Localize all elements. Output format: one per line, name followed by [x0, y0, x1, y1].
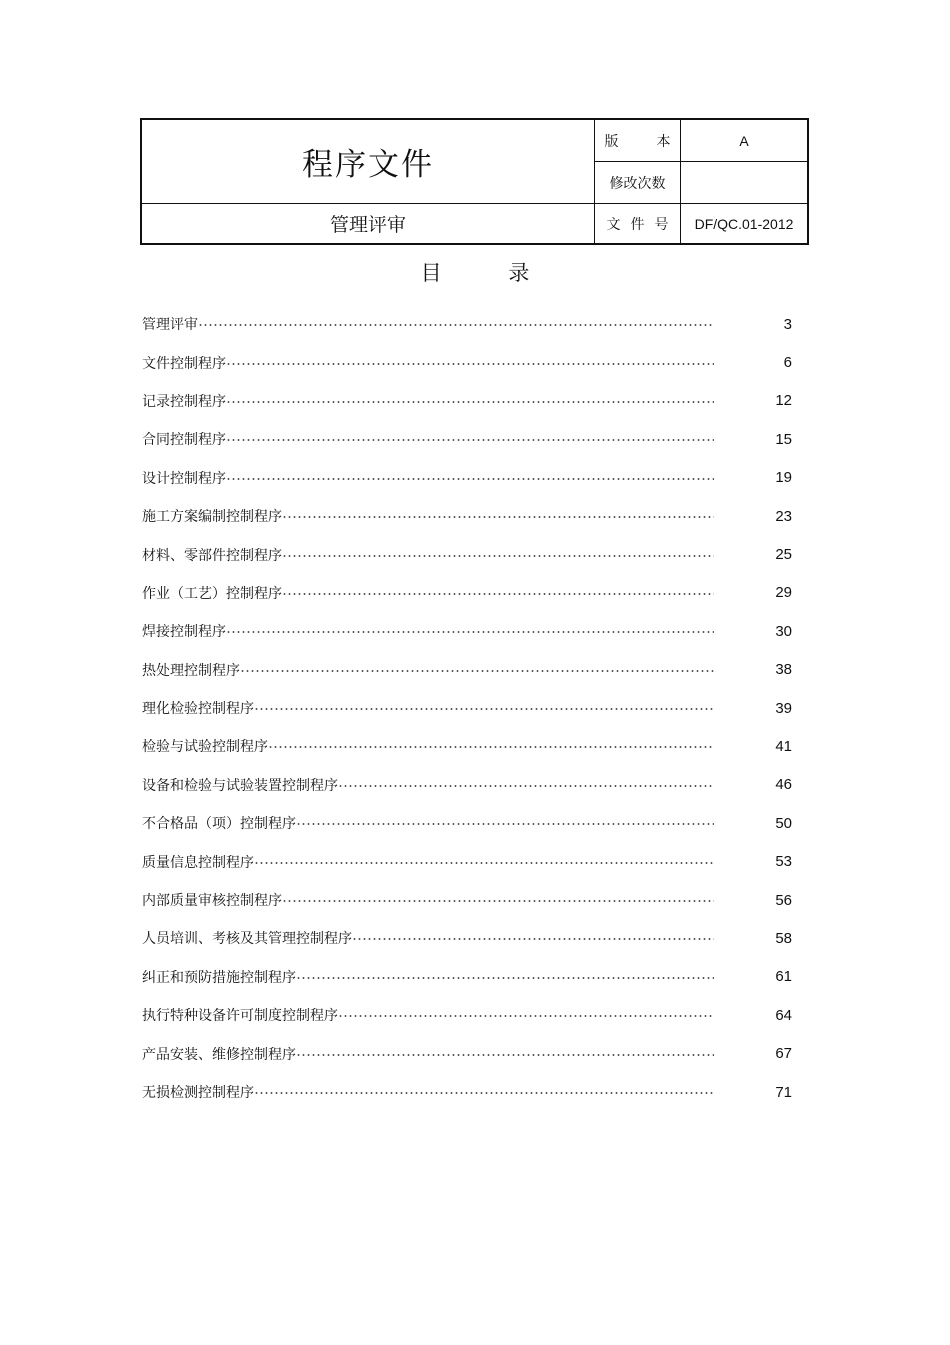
- docno-label-char: 件: [630, 216, 645, 233]
- docno-label-char: 号: [654, 216, 669, 233]
- toc-item-page-number: 50: [775, 814, 792, 832]
- toc-leader-dots: [296, 1054, 714, 1056]
- toc-item-label: 无损检测控制程序: [142, 1085, 254, 1101]
- toc-item-page-number: 19: [775, 469, 792, 487]
- toc-item-page-number: 71: [775, 1083, 792, 1101]
- toc-item-label: 记录控制程序: [142, 393, 226, 410]
- toc-leader-dots: [226, 439, 714, 441]
- toc-leader-dots: [254, 708, 714, 710]
- toc-item[interactable]: [142, 804, 802, 842]
- toc-leader-dots: [254, 862, 714, 864]
- toc-item-page-number: 25: [775, 546, 792, 564]
- toc-item[interactable]: [142, 881, 802, 919]
- toc-item[interactable]: [142, 689, 802, 727]
- toc-item-page-number: 23: [775, 507, 792, 525]
- toc-item[interactable]: [142, 574, 802, 612]
- toc-item-label: 设备和检验与试验装置控制程序: [142, 777, 338, 794]
- toc-item[interactable]: [142, 651, 802, 689]
- toc-leader-dots: [338, 785, 714, 787]
- toc-item-label: 人员培训、考核及其管理控制程序: [142, 931, 352, 948]
- toc-leader-dots: [296, 977, 714, 979]
- toc-item-page-number: 56: [775, 891, 792, 909]
- toc-item-label: 检验与试验控制程序: [142, 739, 268, 756]
- toc-item[interactable]: [142, 958, 802, 996]
- toc-leader-dots: [282, 555, 714, 557]
- toc-title: 目 录: [420, 261, 560, 285]
- toc-item-page-number: 39: [775, 699, 792, 717]
- toc-item-label: 文件控制程序: [142, 355, 226, 372]
- toc-item[interactable]: [142, 1073, 802, 1111]
- toc-item-page-number: 58: [775, 929, 792, 947]
- toc-leader-dots: [268, 746, 714, 748]
- toc-item-page-number: 12: [775, 392, 792, 410]
- toc-item[interactable]: [142, 612, 802, 650]
- document-number-label: [595, 204, 681, 243]
- toc-item-label: 焊接控制程序: [142, 624, 226, 641]
- document-header-table: [140, 118, 809, 245]
- toc-item-page-number: 41: [775, 737, 792, 755]
- revision-label: 修改次数: [595, 162, 681, 204]
- toc-leader-dots: [226, 401, 714, 403]
- version-label: [595, 120, 681, 162]
- toc-leader-dots: [296, 823, 714, 825]
- revision-value: [681, 162, 807, 204]
- toc-item[interactable]: [142, 420, 802, 458]
- toc-item-page-number: 15: [775, 430, 792, 448]
- toc-item[interactable]: [142, 766, 802, 804]
- document-type-title: 程序文件: [142, 120, 595, 204]
- toc-item-label: 设计控制程序: [142, 470, 226, 487]
- toc-item-page-number: 53: [775, 853, 792, 871]
- toc-item[interactable]: [142, 343, 802, 381]
- toc-item[interactable]: [142, 1034, 802, 1072]
- toc-leader-dots: [282, 900, 714, 902]
- version-value: A: [681, 120, 807, 162]
- document-number-value: DF/QC.01-2012: [694, 215, 794, 232]
- toc-item-page-number: 3: [783, 315, 792, 333]
- toc-item-page-number: 64: [775, 1006, 792, 1024]
- toc-item-label: 质量信息控制程序: [142, 854, 254, 871]
- toc-item-label: 理化检验控制程序: [142, 701, 254, 718]
- toc-leader-dots: [254, 1092, 714, 1094]
- docno-label-char: 文: [606, 216, 621, 233]
- version-label-char: 本: [656, 133, 671, 150]
- document-subject: 管理评审: [142, 204, 595, 243]
- toc-leader-dots: [338, 1015, 714, 1017]
- toc-item[interactable]: [142, 382, 802, 420]
- toc-leader-dots: [352, 938, 714, 940]
- toc-item-page-number: 30: [775, 622, 792, 640]
- toc-leader-dots: [198, 324, 714, 326]
- toc-item[interactable]: [142, 497, 802, 535]
- toc-leader-dots: [226, 478, 714, 480]
- toc-leader-dots: [282, 516, 714, 518]
- toc-item-label: 作业（工艺）控制程序: [142, 585, 282, 602]
- toc-item-label: 管理评审: [142, 317, 198, 334]
- toc-item-label: 合同控制程序: [142, 432, 226, 449]
- toc-item-label: 内部质量审核控制程序: [142, 893, 282, 910]
- toc-item-label: 热处理控制程序: [142, 662, 240, 679]
- toc-item[interactable]: [142, 305, 802, 343]
- toc-item-label: 施工方案编制控制程序: [142, 509, 282, 526]
- toc-leader-dots: [226, 631, 714, 633]
- toc-item[interactable]: [142, 996, 802, 1034]
- version-label-char: 版: [604, 133, 619, 150]
- toc-item[interactable]: [142, 727, 802, 765]
- toc-item-label: 产品安装、维修控制程序: [142, 1046, 296, 1063]
- toc-item[interactable]: [142, 842, 802, 880]
- toc-item-page-number: 61: [775, 968, 792, 986]
- toc-item-label: 不合格品（项）控制程序: [142, 816, 296, 833]
- toc-leader-dots: [226, 363, 714, 365]
- toc-item[interactable]: [142, 459, 802, 497]
- toc-item[interactable]: [142, 535, 802, 573]
- toc-leader-dots: [240, 670, 714, 672]
- toc-item-page-number: 38: [775, 661, 792, 679]
- toc-item[interactable]: [142, 919, 802, 957]
- toc-item-label: 材料、零部件控制程序: [142, 547, 282, 564]
- toc-item-page-number: 6: [783, 354, 792, 372]
- toc-item-page-number: 67: [775, 1045, 792, 1063]
- toc-item-page-number: 46: [775, 776, 792, 794]
- toc-item-page-number: 29: [775, 584, 792, 602]
- toc-item-label: 纠正和预防措施控制程序: [142, 969, 296, 986]
- toc-list: [142, 305, 802, 1111]
- toc-leader-dots: [282, 593, 714, 595]
- toc-item-label: 执行特种设备许可制度控制程序: [142, 1008, 338, 1025]
